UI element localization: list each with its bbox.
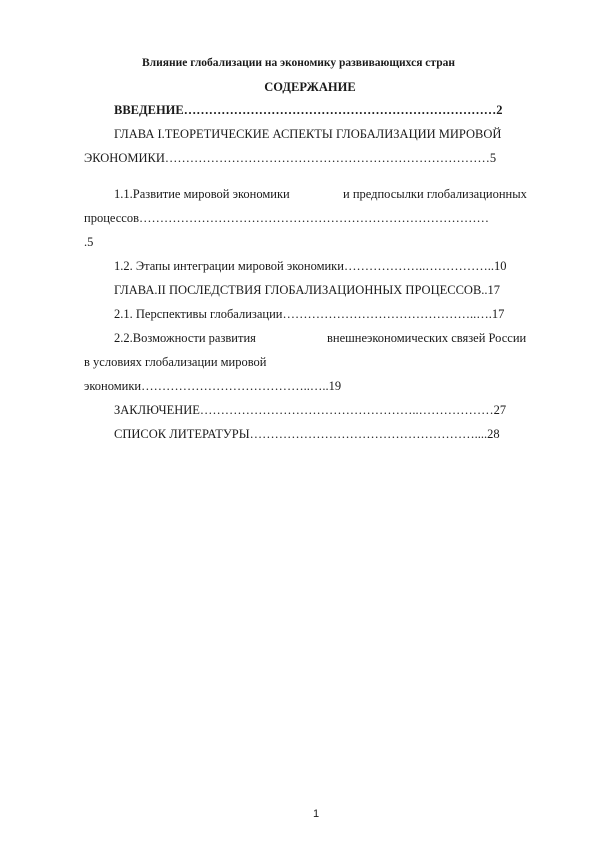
toc-entry-2-1: 2.1. Перспективы глобализации………………………………………..….17	[114, 307, 505, 321]
toc-entry-references: СПИСОК ЛИТЕРАТУРЫ………………………………………………....28	[114, 427, 500, 441]
toc-heading: СОДЕРЖАНИЕ	[264, 80, 356, 94]
document-title: Влияние глобализации на экономику развивающихся стран	[142, 57, 455, 69]
toc-entry-1-1-cont: процессов…………………………………………………………………………	[84, 211, 489, 225]
toc-entry-chapter-2: ГЛАВА.II ПОСЛЕДСТВИЯ ГЛОБАЛИЗАЦИОННЫХ ПРОЦЕССОВ..17	[114, 283, 501, 297]
toc-entry-1-1: 1.1.Развитие мировой экономики	[114, 187, 290, 201]
toc-entry-1-1-page: .5	[84, 235, 94, 249]
toc-entry-chapter-1-cont: ЭКОНОМИКИ……………………………………………………………………5	[84, 151, 497, 165]
toc-entry-2-2-part2: внешнеэкономических связей России	[327, 331, 527, 345]
toc-entry-2-2-page: экономики…………………………………..…..19	[84, 379, 342, 393]
toc-entry-1-1-part2: и предпосылки глобализационных	[343, 187, 527, 201]
page-number: 1	[312, 808, 320, 820]
toc-entry-conclusion: ЗАКЛЮЧЕНИЕ……………………………………………..………………27	[114, 403, 507, 417]
toc-entry-2-2-cont: в условиях глобализации мировой	[84, 355, 267, 369]
toc-entry-chapter-1: ГЛАВА I.ТЕОРЕТИЧЕСКИЕ АСПЕКТЫ ГЛОБАЛИЗАЦИИ МИРОВОЙ	[114, 127, 502, 141]
toc-entry-introduction: ВВЕДЕНИЕ…………………………………………………………………2	[114, 103, 503, 117]
toc-entry-1-2: 1.2. Этапы интеграции мировой экономики………………..……………..10	[114, 259, 507, 273]
toc-entry-2-2: 2.2.Возможности развития	[114, 331, 256, 345]
